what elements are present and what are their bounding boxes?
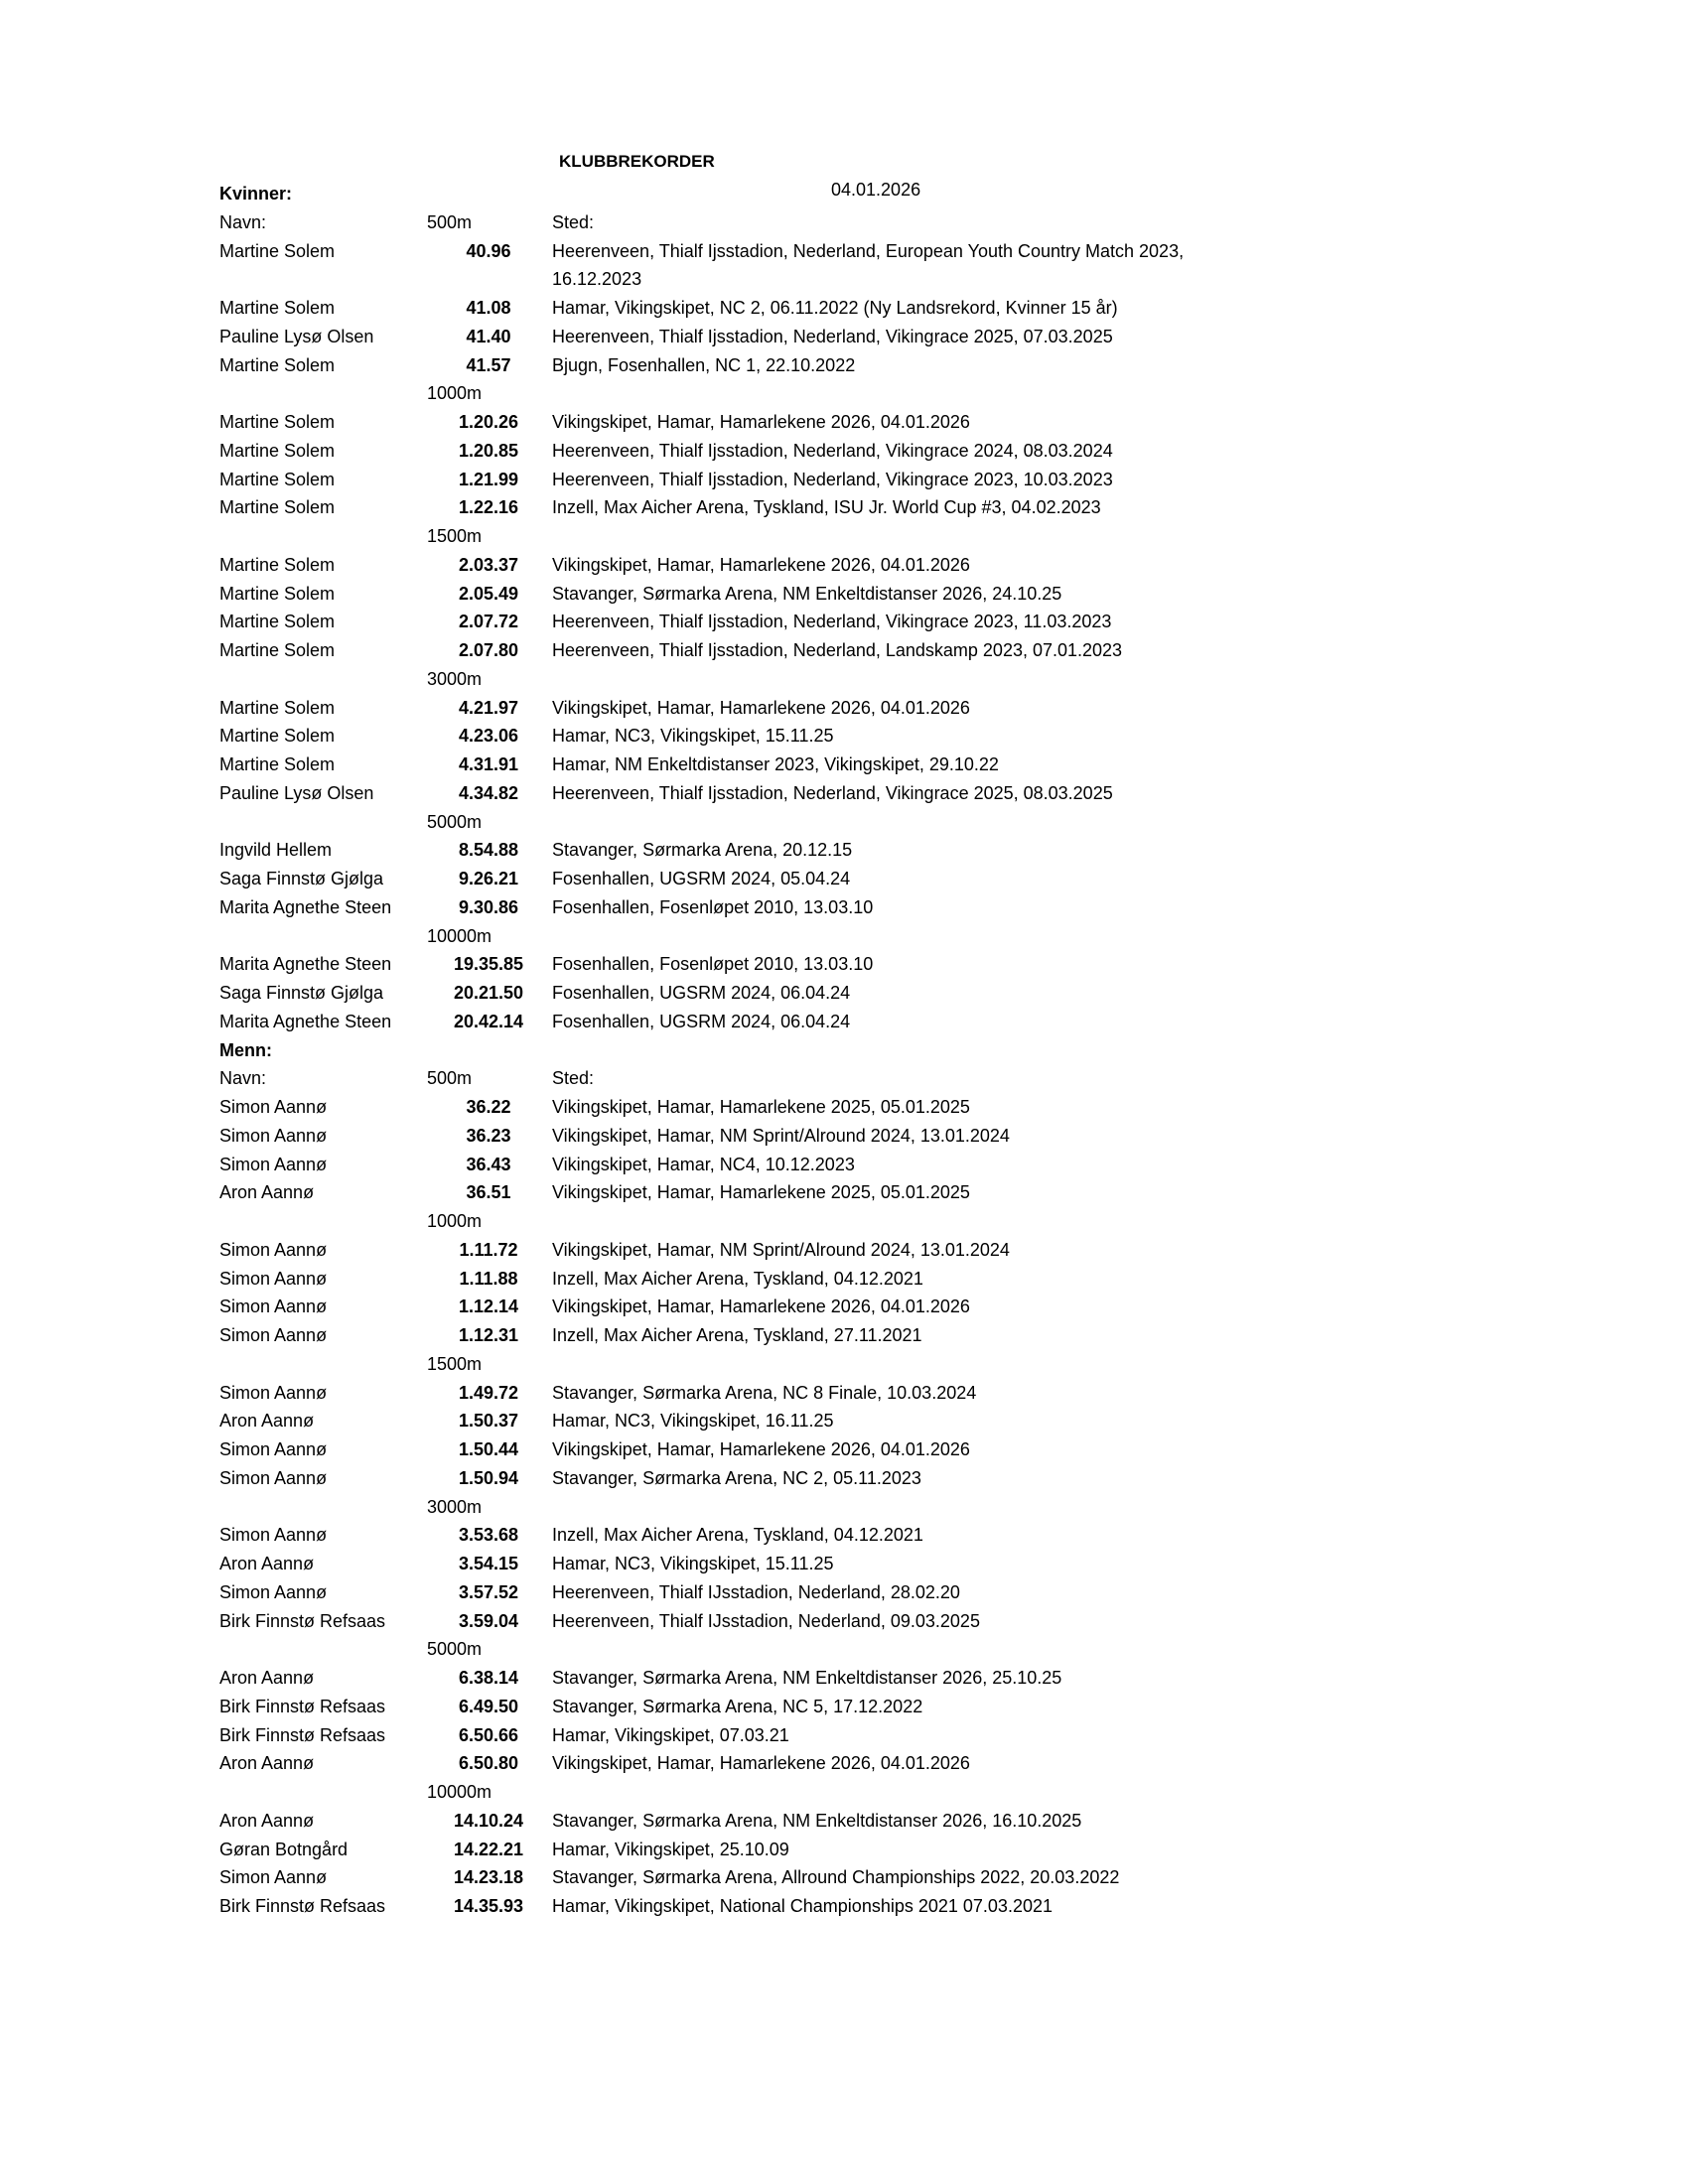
record-time: 1.21.99 — [458, 469, 519, 489]
record-time: 6.50.80 — [458, 1753, 519, 1774]
record-name: Marita Agnethe Steen — [219, 896, 392, 917]
record-place: Stavanger, Sørmarka Arena, NM Enkeltdistanser 2026, 25.10.25 — [552, 1668, 1062, 1688]
record-row — [219, 1178, 1212, 1207]
record-row — [219, 323, 1212, 351]
record-time: 2.03.37 — [458, 554, 519, 575]
record-name: Pauline Lysø Olsen — [219, 782, 374, 803]
record-place: Vikingskipet, Hamar, Hamarlekene 2026, 04.01.2026 — [552, 1439, 970, 1459]
record-row — [219, 950, 1212, 979]
record-name: Birk Finnstø Refsaas — [219, 1610, 386, 1631]
record-time: 41.57 — [466, 354, 511, 375]
record-name: Simon Aannø — [219, 1125, 328, 1146]
record-time: 2.05.49 — [458, 583, 519, 604]
record-place: Stavanger, Sørmarka Arena, Allround Championships 2022, 20.03.2022 — [552, 1867, 1120, 1888]
record-place: Hamar, Vikingskipet, NC 2, 06.11.2022 (Ny Landsrekord, Kvinner 15 år) — [552, 298, 1118, 318]
record-row — [219, 1151, 1212, 1179]
record-time: 36.23 — [466, 1125, 511, 1146]
record-row — [219, 694, 1212, 723]
record-row — [219, 779, 1212, 808]
record-date: 04.01.2026 — [831, 180, 921, 200]
record-row — [219, 608, 1212, 636]
record-name: Simon Aannø — [219, 1525, 328, 1546]
record-row — [219, 1435, 1212, 1464]
record-time: 8.54.88 — [458, 840, 519, 861]
record-place: Heerenveen, Thialf IJsstadion, Nederland, 28.02.20 — [552, 1581, 960, 1602]
record-name: Simon Aannø — [219, 1325, 328, 1345]
record-name: Birk Finnstø Refsaas — [219, 1896, 386, 1916]
record-row — [219, 237, 1212, 295]
record-time: 1.12.14 — [458, 1297, 519, 1317]
record-place: Vikingskipet, Hamar, NC4, 10.12.2023 — [552, 1154, 855, 1174]
record-time: 3.54.15 — [458, 1554, 519, 1573]
record-time: 4.31.91 — [458, 754, 519, 774]
record-time: 2.07.80 — [458, 640, 519, 660]
record-name: Simon Aannø — [219, 1239, 328, 1260]
record-time: 40.96 — [466, 240, 511, 261]
record-name: Saga Finnstø Gjølga — [219, 869, 384, 888]
record-place: Heerenveen, Thialf Ijsstadion, Nederland, Vikingrace 2025, 08.03.2025 — [552, 782, 1113, 803]
record-place: Hamar, NC3, Vikingskipet, 15.11.25 — [552, 726, 834, 747]
record-row — [219, 1578, 1212, 1607]
record-place: Hamar, NC3, Vikingskipet, 15.11.25 — [552, 1554, 834, 1573]
record-place: Vikingskipet, Hamar, Hamarlekene 2026, 04.01.2026 — [552, 554, 970, 575]
record-row — [219, 1721, 1212, 1750]
header-distance: 500m — [427, 1068, 473, 1089]
record-row — [219, 1008, 1212, 1036]
record-name: Martine Solem — [219, 440, 336, 461]
record-time: 14.10.24 — [453, 1810, 524, 1831]
record-name: Martine Solem — [219, 583, 336, 604]
record-time: 1.11.88 — [459, 1268, 518, 1289]
record-time: 14.23.18 — [453, 1867, 524, 1888]
record-time: 1.11.72 — [459, 1239, 518, 1260]
distance-label: 10000m — [427, 1782, 492, 1802]
record-name: Martine Solem — [219, 697, 336, 718]
record-name: Aron Aannø — [219, 1753, 315, 1774]
header-name: Navn: — [219, 211, 267, 232]
record-row — [219, 1550, 1212, 1578]
record-place: Heerenveen, Thialf Ijsstadion, Nederland, European Youth Country Match 2023, 16.12.2023 — [552, 240, 1185, 290]
record-name: Martine Solem — [219, 469, 336, 489]
record-place: Vikingskipet, Hamar, NM Sprint/Alround 2024, 13.01.2024 — [552, 1125, 1010, 1146]
record-time: 9.30.86 — [458, 896, 519, 917]
record-place: Inzell, Max Aicher Arena, Tyskland, 04.12.2021 — [552, 1268, 923, 1289]
header-name: Navn: — [219, 1068, 267, 1089]
record-name: Simon Aannø — [219, 1467, 328, 1488]
header-place: Sted: — [552, 1068, 595, 1089]
record-place: Inzell, Max Aicher Arena, Tyskland, 04.12.2021 — [552, 1525, 923, 1546]
record-name: Martine Solem — [219, 554, 336, 575]
record-row — [219, 1749, 1212, 1778]
record-time: 41.08 — [466, 298, 511, 318]
record-row — [219, 466, 1212, 494]
record-time: 1.49.72 — [458, 1382, 519, 1403]
record-place: Stavanger, Sørmarka Arena, NC 5, 17.12.2022 — [552, 1696, 923, 1716]
record-place: Heerenveen, Thialf Ijsstadion, Nederland, Landskamp 2023, 07.01.2023 — [552, 640, 1123, 660]
record-time: 36.22 — [466, 1097, 511, 1117]
record-place: Inzell, Max Aicher Arena, Tyskland, 27.11.2021 — [552, 1325, 922, 1345]
record-name: Aron Aannø — [219, 1182, 315, 1203]
record-row — [219, 1836, 1212, 1864]
distance-label: 1500m — [427, 1353, 483, 1374]
record-time: 1.20.85 — [458, 440, 519, 461]
record-place: Heerenveen, Thialf Ijsstadion, Nederland, Vikingrace 2023, 11.03.2023 — [552, 612, 1112, 632]
record-name: Saga Finnstø Gjølga — [219, 983, 384, 1003]
distance-label: 5000m — [427, 1639, 483, 1660]
record-place: Stavanger, Sørmarka Arena, NM Enkeltdistanser 2026, 24.10.25 — [552, 583, 1062, 604]
record-name: Martine Solem — [219, 497, 336, 518]
record-name: Ingvild Hellem — [219, 840, 333, 861]
record-place: Hamar, Vikingskipet, 25.10.09 — [552, 1839, 789, 1859]
record-time: 6.38.14 — [458, 1668, 519, 1688]
record-time: 1.12.31 — [458, 1325, 519, 1345]
record-time: 3.57.52 — [458, 1581, 519, 1602]
record-row — [219, 1321, 1212, 1350]
record-row — [219, 979, 1212, 1008]
record-place: Vikingskipet, Hamar, Hamarlekene 2026, 04.01.2026 — [552, 697, 970, 718]
record-place: Fosenhallen, UGSRM 2024, 06.04.24 — [552, 1011, 851, 1031]
record-time: 36.43 — [466, 1154, 511, 1174]
record-row — [219, 1379, 1212, 1408]
distance-label: 1500m — [427, 526, 483, 546]
record-name: Simon Aannø — [219, 1867, 328, 1888]
record-place: Vikingskipet, Hamar, NM Sprint/Alround 2024, 13.01.2024 — [552, 1239, 1010, 1260]
record-time: 4.23.06 — [458, 726, 519, 747]
record-row — [219, 1863, 1212, 1892]
record-name: Simon Aannø — [219, 1097, 328, 1117]
distance-label: 5000m — [427, 811, 483, 832]
record-row — [219, 722, 1212, 751]
record-place: Hamar, NM Enkeltdistanser 2023, Vikingskipet, 29.10.22 — [552, 754, 999, 774]
record-name: Martine Solem — [219, 726, 336, 747]
record-time: 6.49.50 — [458, 1696, 519, 1716]
record-place: Heerenveen, Thialf IJsstadion, Nederland, 09.03.2025 — [552, 1610, 980, 1631]
record-row — [219, 865, 1212, 893]
header-place: Sted: — [552, 211, 595, 232]
record-row — [219, 1293, 1212, 1321]
record-place: Heerenveen, Thialf Ijsstadion, Nederland, Vikingrace 2023, 10.03.2023 — [552, 469, 1113, 489]
record-row — [219, 1093, 1212, 1122]
record-time: 36.51 — [466, 1182, 511, 1203]
record-row — [219, 493, 1212, 522]
record-row — [219, 437, 1212, 466]
record-name: Martine Solem — [219, 754, 336, 774]
record-time: 4.34.82 — [458, 782, 519, 803]
record-place: Vikingskipet, Hamar, Hamarlekene 2025, 05.01.2025 — [552, 1182, 970, 1203]
record-time: 6.50.66 — [458, 1724, 519, 1745]
header-distance: 500m — [427, 211, 473, 232]
record-name: Martine Solem — [219, 298, 336, 318]
record-place: Heerenveen, Thialf Ijsstadion, Nederland, Vikingrace 2024, 08.03.2024 — [552, 440, 1113, 461]
record-time: 4.21.97 — [458, 697, 519, 718]
record-place: Heerenveen, Thialf Ijsstadion, Nederland, Vikingrace 2025, 07.03.2025 — [552, 326, 1113, 346]
record-name: Aron Aannø — [219, 1554, 315, 1573]
page-title: KLUBBREKORDER — [559, 152, 715, 171]
record-time: 3.53.68 — [458, 1525, 519, 1546]
section-label: Kvinner: — [219, 184, 293, 204]
record-name: Aron Aannø — [219, 1668, 315, 1688]
record-name: Simon Aannø — [219, 1154, 328, 1174]
record-name: Aron Aannø — [219, 1411, 315, 1432]
record-time: 1.50.37 — [458, 1411, 519, 1432]
record-place: Vikingskipet, Hamar, Hamarlekene 2026, 04.01.2026 — [552, 412, 970, 432]
record-name: Birk Finnstø Refsaas — [219, 1696, 386, 1716]
record-place: Stavanger, Sørmarka Arena, 20.12.15 — [552, 840, 853, 861]
record-row — [219, 1407, 1212, 1435]
record-place: Bjugn, Fosenhallen, NC 1, 22.10.2022 — [552, 354, 856, 375]
record-time: 20.42.14 — [453, 1011, 524, 1031]
record-time: 2.07.72 — [458, 612, 519, 632]
distance-label: 3000m — [427, 668, 483, 689]
record-place: Hamar, Vikingskipet, 07.03.21 — [552, 1724, 789, 1745]
record-place: Inzell, Max Aicher Arena, Tyskland, ISU Jr. World Cup #3, 04.02.2023 — [552, 497, 1101, 518]
record-time: 1.22.16 — [458, 497, 519, 518]
record-time: 3.59.04 — [458, 1610, 519, 1631]
record-row — [219, 551, 1212, 580]
record-place: Vikingskipet, Hamar, Hamarlekene 2026, 04.01.2026 — [552, 1297, 970, 1317]
column-header-row — [219, 1064, 1212, 1093]
record-place: Hamar, Vikingskipet, National Championships 2021 07.03.2021 — [552, 1896, 1053, 1916]
section-label: Menn: — [219, 1039, 272, 1060]
record-row — [219, 1521, 1212, 1550]
record-row — [219, 408, 1212, 437]
record-time: 19.35.85 — [453, 954, 524, 975]
record-row — [219, 351, 1212, 380]
distance-label: 3000m — [427, 1496, 483, 1517]
record-name: Simon Aannø — [219, 1268, 328, 1289]
record-name: Gøran Botngård — [219, 1839, 349, 1859]
record-row — [219, 1807, 1212, 1836]
record-name: Marita Agnethe Steen — [219, 954, 392, 975]
record-name: Martine Solem — [219, 354, 336, 375]
record-row — [219, 1122, 1212, 1151]
record-name: Simon Aannø — [219, 1581, 328, 1602]
record-name: Martine Solem — [219, 412, 336, 432]
record-name: Martine Solem — [219, 640, 336, 660]
distance-label: 1000m — [427, 383, 483, 404]
column-header-row — [219, 208, 1212, 237]
record-row — [219, 1265, 1212, 1294]
record-name: Simon Aannø — [219, 1297, 328, 1317]
record-place: Stavanger, Sørmarka Arena, NC 8 Finale, 10.03.2024 — [552, 1382, 977, 1403]
record-name: Simon Aannø — [219, 1439, 328, 1459]
record-row — [219, 1607, 1212, 1636]
record-name: Simon Aannø — [219, 1382, 328, 1403]
record-row — [219, 1892, 1212, 1921]
record-row — [219, 636, 1212, 665]
record-place: Vikingskipet, Hamar, Hamarlekene 2025, 05.01.2025 — [552, 1097, 970, 1117]
record-row — [219, 580, 1212, 609]
record-row — [219, 893, 1212, 922]
record-name: Martine Solem — [219, 612, 336, 632]
distance-label: 10000m — [427, 925, 492, 946]
record-row — [219, 294, 1212, 323]
record-place: Fosenhallen, Fosenløpet 2010, 13.03.10 — [552, 896, 874, 917]
record-time: 41.40 — [466, 326, 511, 346]
record-place: Hamar, NC3, Vikingskipet, 16.11.25 — [552, 1411, 834, 1432]
record-row — [219, 1664, 1212, 1693]
record-time: 9.26.21 — [458, 869, 519, 888]
record-place: Vikingskipet, Hamar, Hamarlekene 2026, 04.01.2026 — [552, 1753, 970, 1774]
record-time: 1.50.44 — [458, 1439, 519, 1459]
record-place: Fosenhallen, UGSRM 2024, 05.04.24 — [552, 869, 851, 888]
record-place: Stavanger, Sørmarka Arena, NM Enkeltdistanser 2026, 16.10.2025 — [552, 1810, 1082, 1831]
records-table — [219, 180, 1212, 1921]
record-time: 20.21.50 — [453, 983, 524, 1003]
record-time: 14.35.93 — [453, 1896, 524, 1916]
record-place: Fosenhallen, Fosenløpet 2010, 13.03.10 — [552, 954, 874, 975]
record-name: Marita Agnethe Steen — [219, 1011, 392, 1031]
record-time: 14.22.21 — [453, 1839, 524, 1859]
record-name: Birk Finnstø Refsaas — [219, 1724, 386, 1745]
record-row — [219, 751, 1212, 779]
record-name: Pauline Lysø Olsen — [219, 326, 374, 346]
record-name: Aron Aannø — [219, 1810, 315, 1831]
record-row — [219, 1693, 1212, 1721]
record-place: Stavanger, Sørmarka Arena, NC 2, 05.11.2023 — [552, 1467, 921, 1488]
record-row — [219, 1464, 1212, 1493]
record-place: Fosenhallen, UGSRM 2024, 06.04.24 — [552, 983, 851, 1003]
record-row — [219, 836, 1212, 865]
record-time: 1.50.94 — [458, 1467, 519, 1488]
record-row — [219, 1236, 1212, 1265]
record-name: Martine Solem — [219, 240, 336, 261]
distance-label: 1000m — [427, 1211, 483, 1231]
record-time: 1.20.26 — [458, 412, 519, 432]
